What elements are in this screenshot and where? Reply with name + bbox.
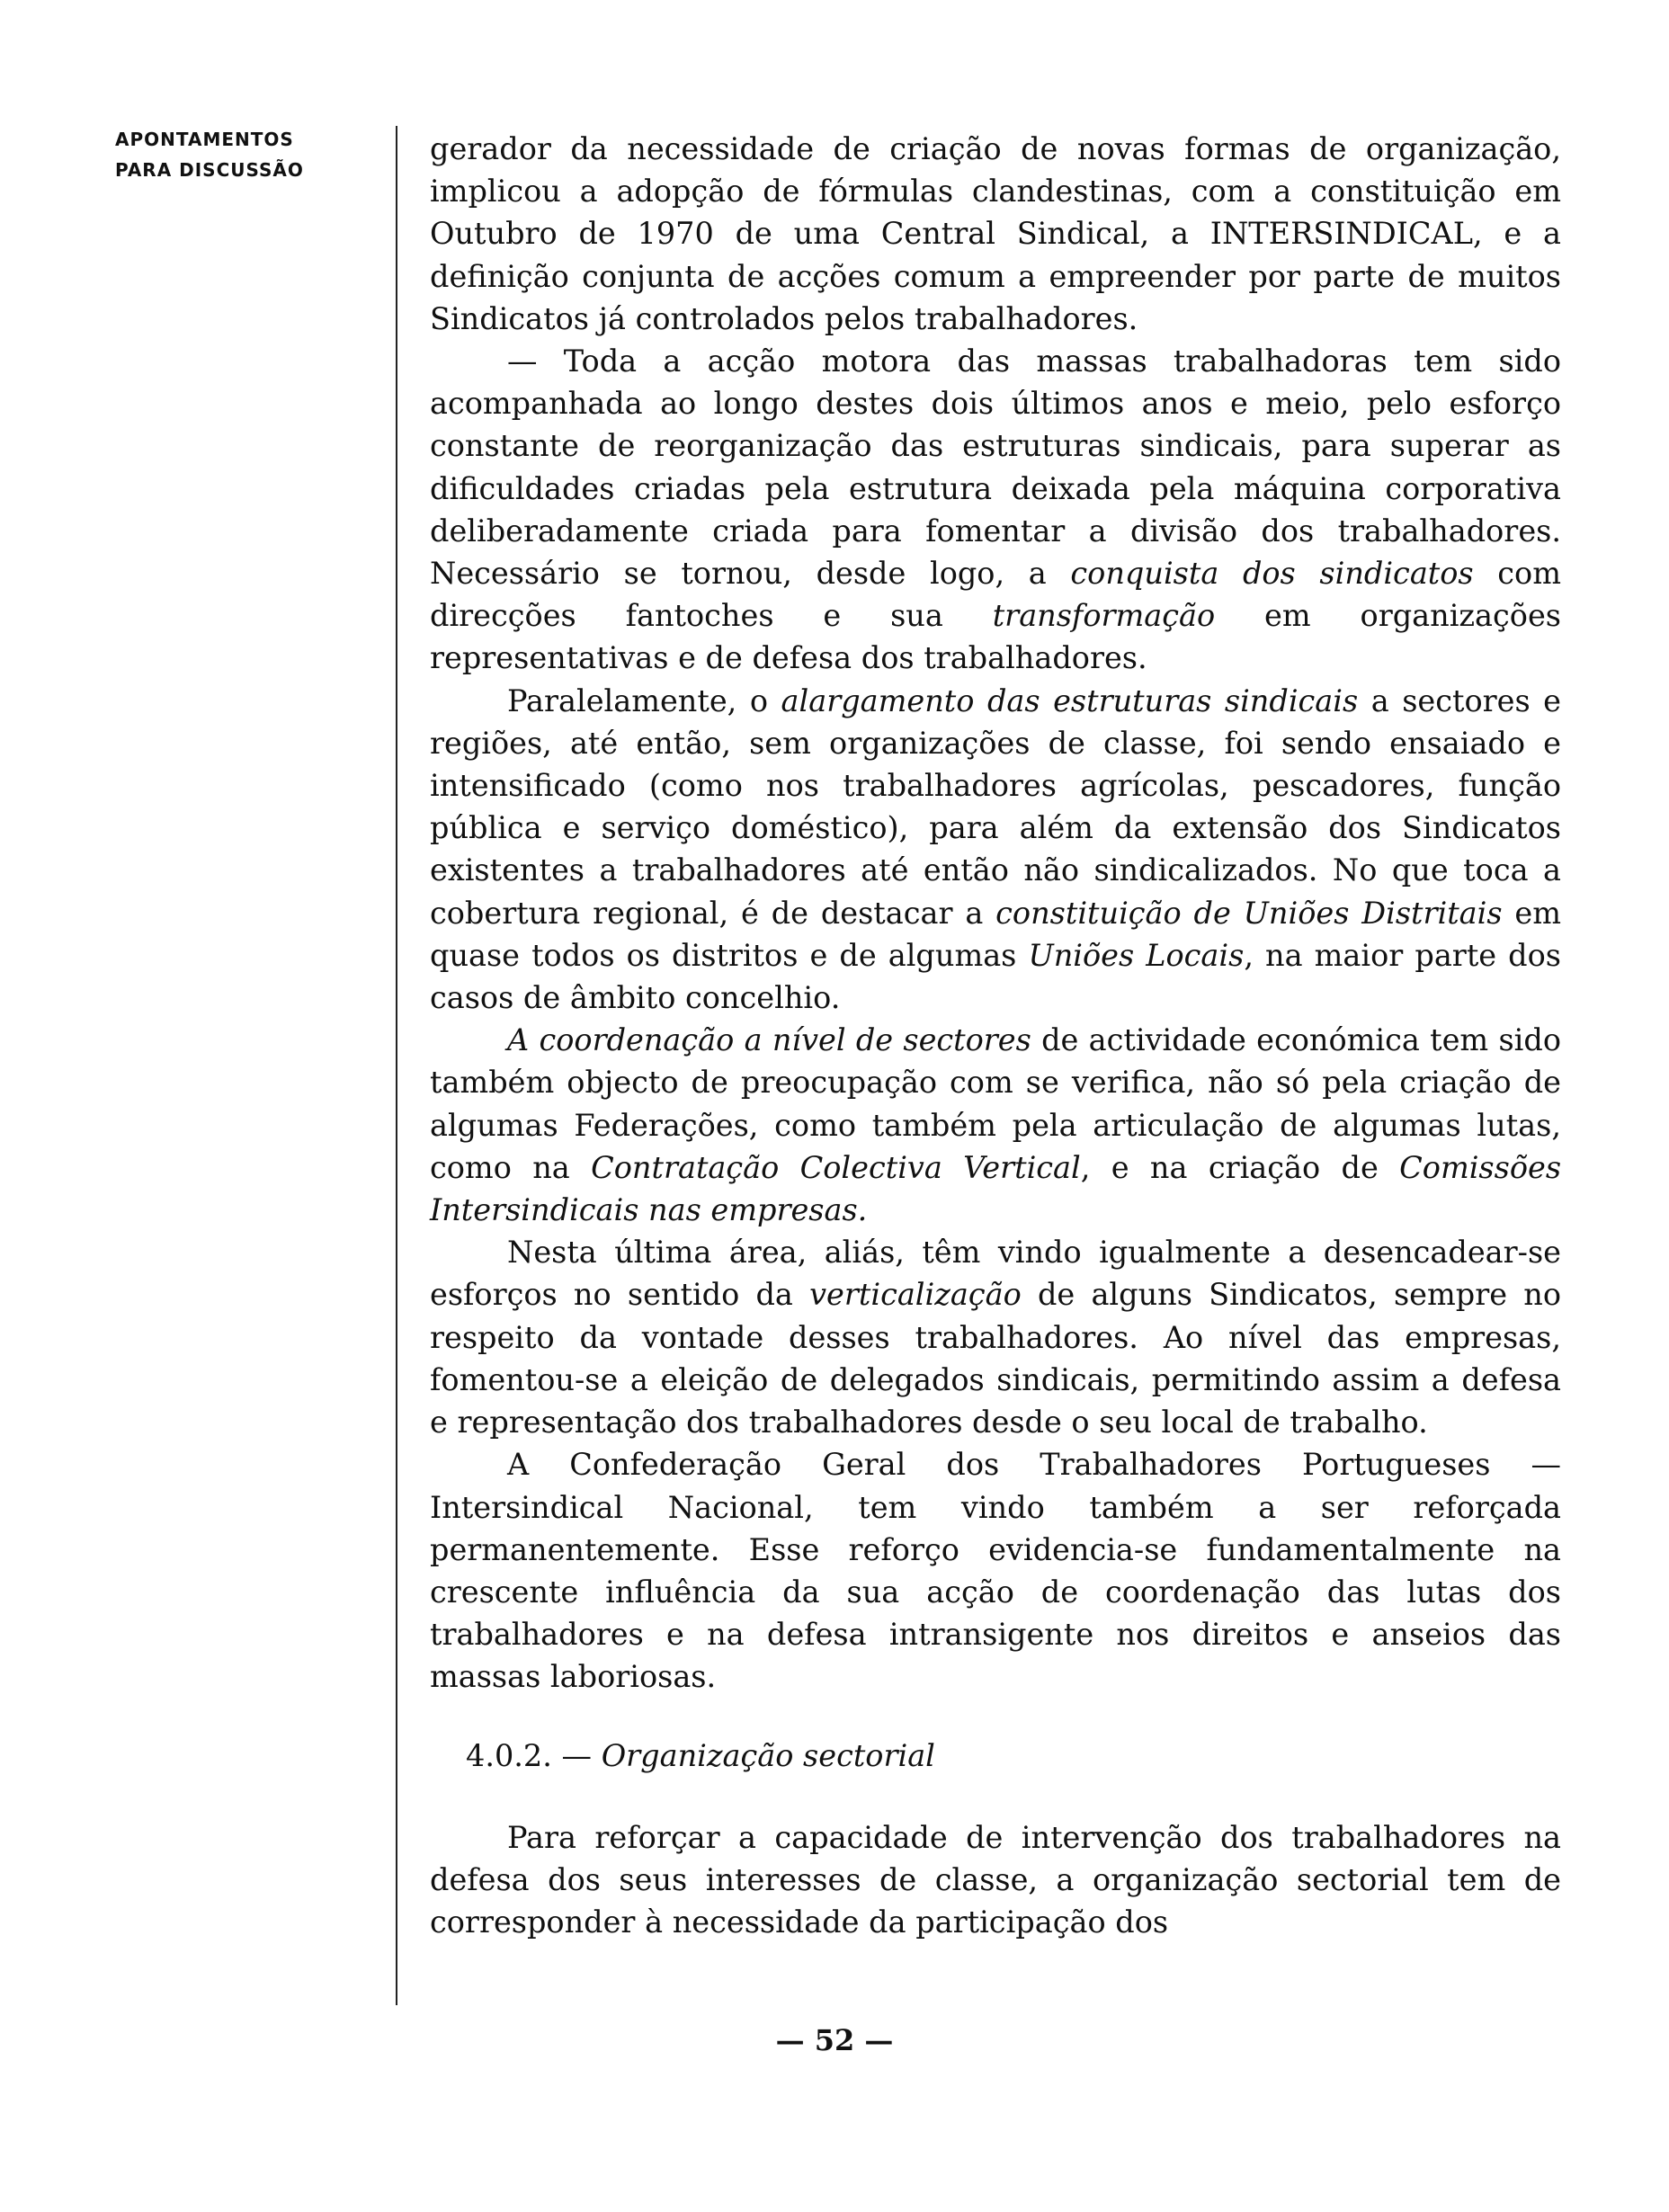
paragraph-5-text-b: de alguns Sindicatos, sempre no respeito da vontade desses trabalhadores. Ao nível das empresas, fomentou-se a eleição de delegados sindicais, permitindo assim a defesa e representação dos trabalhadores desde o seu local de trabalho.: [430, 1277, 1561, 1440]
paragraph-3-emphasis-b: constituição de Uniões Distritais: [995, 895, 1503, 931]
paragraph-2-emphasis-a: conquista dos sindicatos: [1070, 556, 1474, 592]
paragraph-5-text-a: Nesta última área, aliás, têm vindo igualmente a desencadear-se esforços no sentido da: [430, 1235, 1561, 1313]
paragraph-4-emphasis-c: Comissões Intersindicais nas empresas.: [430, 1149, 1562, 1228]
margin-note-line-1: APONTAMENTOS: [115, 129, 294, 150]
paragraph-3-emphasis-c: Uniões Locais: [1028, 937, 1245, 973]
paragraph-3-text-c: em quase todos os distritos e de algumas: [430, 895, 1561, 973]
paragraph-3-emphasis-a: alargamento das estruturas sindicais: [781, 682, 1359, 718]
body-text: [430, 128, 1561, 1943]
paragraph-4-text-b: , e na criação de: [1080, 1149, 1400, 1185]
paragraph-4-text-a: de actividade económica tem sido também objecto de preocupação com se verifica, não só pela criação de algumas Federações, como também pela articulação de algumas lutas, como na: [430, 1022, 1561, 1185]
paragraph-3-text-a: Paralelamente, o: [507, 682, 781, 718]
paragraph-2-text-c: em organizações representativas e de defesa dos trabalhadores.: [430, 598, 1561, 676]
paragraph-5-emphasis-a: verticalização: [809, 1277, 1022, 1313]
paragraph-4-emphasis-a: A coordenação a nível de sectores: [507, 1022, 1031, 1058]
section-number: 4.0.2. —: [466, 1737, 593, 1773]
paragraph-2: [430, 340, 1561, 680]
margin-rule: [396, 126, 397, 2005]
paragraph-2-emphasis-b: transformação: [992, 598, 1216, 634]
paragraph-2-text-a: — Toda a acção motora das massas trabalhadoras tem sido acompanhada ao longo destes dois últimos anos e meio, pelo esforço constante de reorganização das estruturas sindicais, para superar as dificuldades criadas pela estrutura deixada pela máquina corporativa deliberadamente criada para fomentar a divisão dos trabalhadores. Necessário se tornou, desde logo, a: [430, 343, 1561, 592]
page-number: — 52 —: [775, 2023, 894, 2057]
section-heading: [466, 1735, 1561, 1777]
paragraph-1: gerador da necessidade de criação de novas formas de organização, implicou a adopção de fórmulas clandestinas, com a constituição em Outubro de 1970 de uma Central Sindical, a INTERSINDICAL, e a definição conjunta de acções comum a empreender por parte de muitos Sindicatos já controlados pelos trabalhadores.: [430, 131, 1561, 336]
margin-note: [115, 124, 376, 185]
paragraph-7: Para reforçar a capacidade de intervenção dos trabalhadores na defesa dos seus interesses de classe, a organização sectorial tem de corresponder à necessidade da participação dos: [430, 1819, 1561, 1940]
paragraph-4-emphasis-b: Contratação Colectiva Vertical: [591, 1149, 1081, 1185]
paragraph-3-text-d: , na maior parte dos casos de âmbito concelhio.: [430, 937, 1561, 1016]
section-title: Organização sectorial: [601, 1737, 935, 1773]
paragraph-5: [430, 1231, 1561, 1443]
paragraph-3: [430, 680, 1561, 1020]
margin-note-line-2: PARA DISCUSSÃO: [115, 159, 304, 181]
paragraph-3-text-b: a sectores e regiões, até então, sem organizações de classe, foi sendo ensaiado e intensificado (como nos trabalhadores agrícolas, pescadores, função pública e serviço doméstico), para além da extensão dos Sindicatos existentes a trabalhadores até então não sindicalizados. No que toca a cobertura regional, é de destacar a: [430, 682, 1561, 931]
paragraph-4: [430, 1019, 1561, 1231]
paragraph-6: A Confederação Geral dos Trabalhadores Portugueses — Intersindical Nacional, tem vindo também a ser reforçada permanentemente. Esse reforço evidencia-se fundamentalmente na crescente influência da sua acção de coordenação das lutas dos trabalhadores e na defesa intransigente nos direitos e anseios das massas laboriosas.: [430, 1447, 1561, 1695]
paragraph-2-text-b: com direcções fantoches e sua: [430, 556, 1561, 634]
